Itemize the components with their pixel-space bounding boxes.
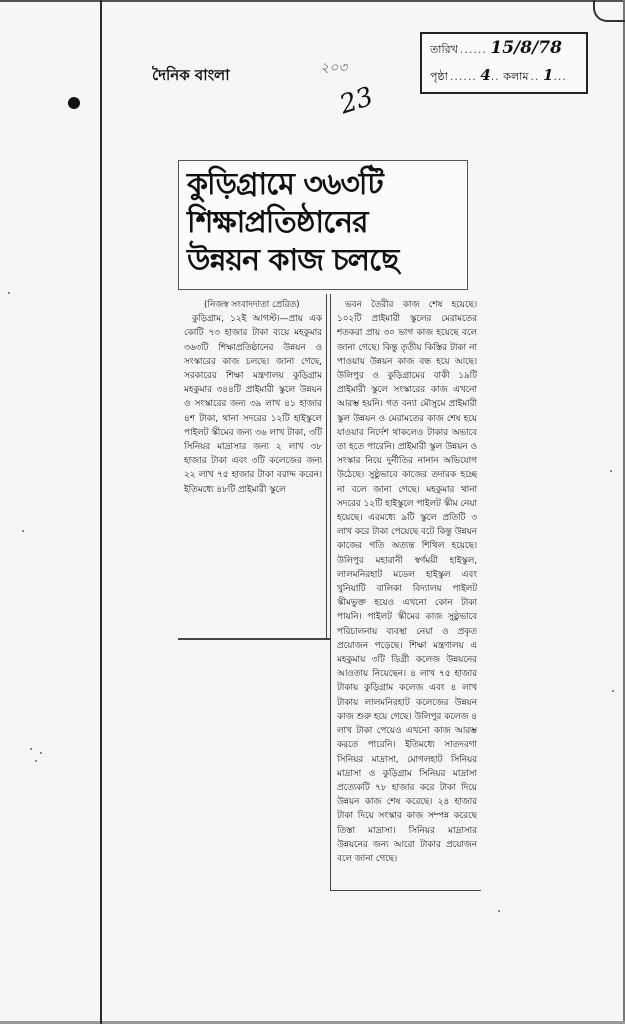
article-byline: (নিজস্ব সংবাদদাতা প্রেরিত)	[204, 300, 300, 310]
binding-margin-line	[100, 0, 102, 1024]
stamp-column-value: 1	[542, 66, 554, 84]
stamp-column-label: কলাম	[503, 70, 529, 83]
stamp-date-row: তারিখ ...... 15/8/78	[430, 38, 562, 58]
scan-speckle	[22, 530, 24, 532]
headline-line-2: শিক্ষাপ্রতিষ্ঠানের	[187, 205, 368, 240]
corner-fold	[593, 0, 625, 22]
scan-speckle	[30, 748, 32, 750]
stamp-date-label: তারিখ	[430, 43, 458, 56]
headline-line-3: উন্নয়ন কাজ চলছে	[187, 243, 399, 278]
article-text-right: ভবন তৈরীর কাজ শেষ হয়েছে। ১০২টি প্রাইমারী স্কুলের মেরামতের শতকরা প্রায় ৩০ ভাগ কাজ হয়েছে বলে জানা গেছে। কিন্তু তৃতীয় কিস্তির টাকা না পাওয়ায় উন্নয়ন কাজ বন্ধ হয়ে আছে। উলিপুর ও কুড়িগ্রামের বাকী ১৯টি প্রাইমারী স্কুলে সংস্কারের কাজ এখনো আরম্ভ হয়নি। গত বন্যা মৌসুমে প্রাইমারী স্কুল উন্নয়ন ও মেরামতের কাজ শেষ হয়ে যাওয়ার নির্দেশ থাকলেও টাকার অভাবে তা হতে পারেনি। প্রাইমারী স্কুল উন্নয়ন ও সংস্কার নিয়ে দুর্নীতির নানান অভিযোগ উঠেছে। সুষ্ঠুভাবে কাজের তদারক হচ্ছে না বলে জানা গেছে। মহকুমার থানা সদরের ১২টি হাইস্কুলে পাইলট স্কীম নেয়া হয়েছে। এরমধ্যে ৯টি স্কুলে প্রতিটি ৩ লাখ করে টাকা পেয়েছে বটে কিন্তু উন্নয়ন কাজের গতি অত্যন্ত শিথিল হয়েছে। উলিপুর মহারানী স্বর্ণময়ী হাইস্কুল, লালমনিরহাট মডেল হাইস্কুল এবং খুনিয়াটি বালিকা বিদ্যালয় পাইলট স্কীমভুক্ত হয়েও এখনো কোন টাকা পায়নি। পাইলট স্কীমের কাজ সুষ্ঠুভাবে পরিচালনায় ব্যবস্থা নেয়া ও প্রকৃত প্রয়োজন পড়েছে। শিক্ষা মন্ত্রণালয় এ মহকুমায় ৩টি ডিগ্রী কলেজ উন্নয়নের আওতায় নিয়েছেন। ৪ লাখ ৭৫ হাজার টাকায় কুড়িগ্রাম কলেজ এবং ৪ লাখ টাকায় লালমনিরহাট কলেজের উন্নয়ন কাজ শুরু হয়ে গেছে। উলিপুর কলেজ ৪ লাখ টাকা পেয়েও এখনো কাজ আরম্ভ করতে পারেনি। ইতিমধ্যে সাতদরগা সিনিয়র মাদ্রাসা, মোগলহাট সিনিয়র মাদ্রাসা ও কুড়িগ্রাম সিনিয়র মাদ্রাসা প্রত্যেকটি ৭৮ হাজার করে টাকা দিয়ে উন্নয়ন কাজ শেষ করেছে। ২৪ হাজার টাকা দিয়ে সংস্কার কাজ সম্পন্ন করেছে তিস্তা মাদ্রাসা। সিনিয়র মাদ্রাসার উন্নয়নের জন্য আরো টাকার প্রয়োজন বলে জানা গেছে।	[337, 300, 477, 864]
scan-speckle	[610, 470, 612, 472]
article-column-left	[178, 294, 327, 638]
scan-speckle	[40, 752, 42, 754]
article-column-right	[330, 294, 481, 891]
newspaper-clipping	[178, 160, 480, 890]
handwritten-mark: 23	[336, 81, 377, 121]
scan-speckle	[498, 910, 500, 912]
archive-stamp	[420, 32, 588, 94]
stamp-page-label: পৃষ্ঠা	[430, 70, 448, 83]
stamp-date-value: 15/8/78	[490, 38, 562, 58]
headline-box	[178, 160, 468, 290]
scan-speckle	[612, 690, 614, 692]
column-rule	[178, 638, 330, 640]
stamp-page-value: 4	[480, 66, 491, 84]
scan-speckle	[8, 292, 10, 294]
page-top-edge	[0, 0, 625, 2]
stamp-page-row: পৃষ্ঠা ...... 4.. কলাম .. 1...	[430, 66, 567, 84]
newspaper-name: দৈনিক বাংলা	[152, 66, 230, 84]
handwritten-page-number: ২০৩	[320, 60, 348, 76]
article-text-left: কুড়িগ্রাম, ১২ই আগস্ট।—প্রায় এক কোটি ৭৩ হাজার টাকা ব্যয়ে মহকুমার ৩৬৩টি শিক্ষাপ্রতিষ্ঠানের উন্নয়ন ও সংস্কারের কাজ চলছে। জানা গেছে, সরকারের শিক্ষা মন্ত্রণালয় কুড়িগ্রাম মহকুমার ৩৪৪টি প্রাইমারী স্কুলে উন্নয়ন ও সংস্কারের জন্য ৩৯ লাখ ৪১ হাজার ৪শ টাকা, থানা সদরের ১২টি হাইস্কুলে পাইলট স্কীমের জন্য ৩৬ লাখ টাকা, ৩টি সিনিয়র মাদ্রাসার জন্য ২ লাখ ৩৮ হাজার টাকা এবং ৩টি কলেজের জন্য ২২ লাখ ৭৫ হাজার টাকা বরাদ্দ করেন। ইতিমধ্যে ৪৮টি প্রাইমারী স্কুলে	[184, 314, 322, 495]
punch-hole	[68, 97, 80, 109]
scan-speckle	[35, 760, 37, 762]
headline-line-1: কুড়িগ্রামে ৩৬৩টি	[187, 167, 383, 202]
